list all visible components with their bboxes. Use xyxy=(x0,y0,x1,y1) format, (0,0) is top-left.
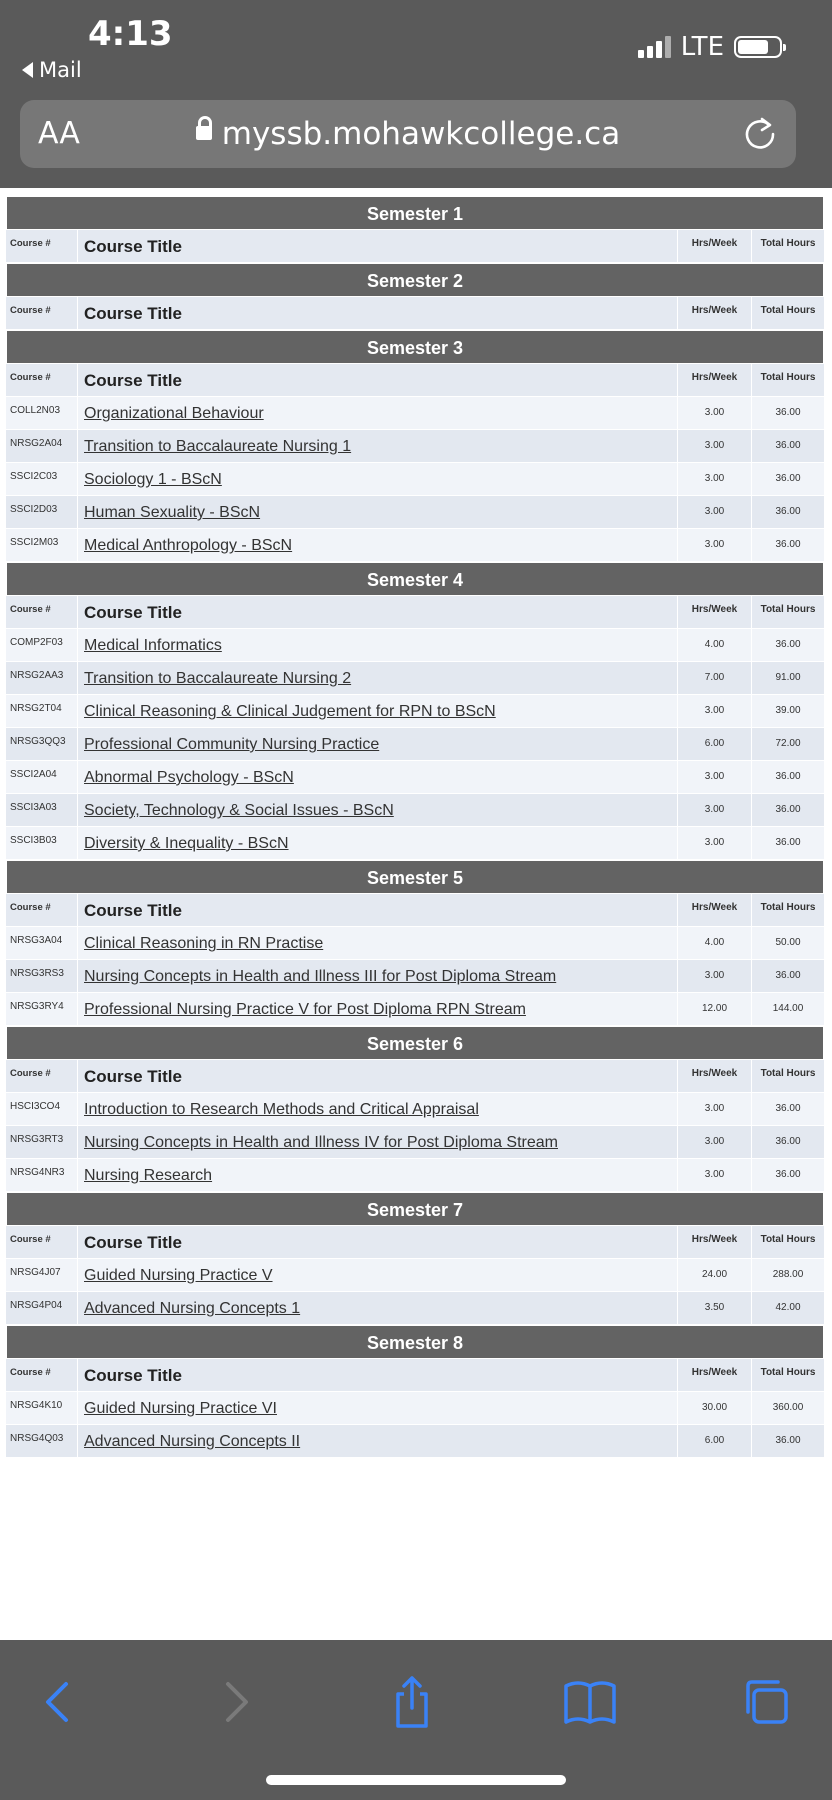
reload-icon[interactable] xyxy=(740,114,780,154)
bookmarks-icon[interactable] xyxy=(560,1672,620,1732)
course-title-cell xyxy=(78,827,678,859)
course-number: COLL2N03 xyxy=(6,397,78,429)
course-number: COMP2F03 xyxy=(6,629,78,661)
column-header-course-number: Course # xyxy=(6,1060,78,1092)
total-hours: 72.00 xyxy=(775,738,801,749)
course-title-link[interactable]: Abnormal Psychology - BScN xyxy=(84,769,294,786)
course-title-cell xyxy=(78,662,678,694)
hours-per-week: 7.00 xyxy=(678,662,752,694)
hours-per-week: 3.00 xyxy=(678,827,752,859)
hours-per-week: 6.00 xyxy=(678,1425,752,1457)
course-title-link[interactable]: Organizational Behaviour xyxy=(84,405,264,422)
course-row xyxy=(6,662,824,695)
course-title-cell xyxy=(78,1425,678,1457)
course-title-cell xyxy=(78,529,678,561)
course-title-cell xyxy=(78,1392,678,1424)
column-header-row xyxy=(6,894,824,927)
back-icon[interactable] xyxy=(28,1672,88,1732)
text-size-label: AA xyxy=(38,116,80,151)
hours-per-week: 3.00 xyxy=(678,1093,752,1125)
hours-per-week: 3.00 xyxy=(678,695,752,727)
column-header-total-hours: Total Hours xyxy=(760,238,816,249)
total-hours: 36.00 xyxy=(775,506,801,517)
total-hours: 360.00 xyxy=(772,1402,804,1413)
column-header-course-title: Course Title xyxy=(78,596,678,628)
course-row xyxy=(6,1425,824,1458)
status-time: 4:13 xyxy=(88,14,173,54)
hours-per-week: 3.00 xyxy=(678,1159,752,1191)
semester-header: Semester 1 xyxy=(6,196,824,230)
course-row xyxy=(6,1392,824,1425)
course-number: NRSG4NR3 xyxy=(6,1159,78,1191)
column-header-hours-per-week: Hrs/Week xyxy=(678,364,752,396)
course-row xyxy=(6,397,824,430)
signal-icon xyxy=(638,36,671,58)
course-table xyxy=(6,196,824,1458)
course-title-cell xyxy=(78,629,678,661)
course-title-link[interactable]: Professional Nursing Practice V for Post Diploma RPN Stream xyxy=(84,1001,526,1018)
total-hours: 36.00 xyxy=(775,440,801,451)
course-row xyxy=(6,496,824,529)
total-hours: 36.00 xyxy=(775,804,801,815)
column-header-row xyxy=(6,297,824,330)
course-number: NRSG3QQ3 xyxy=(6,728,78,760)
column-header-total-hours: Total Hours xyxy=(760,1234,816,1245)
course-title-cell xyxy=(78,960,678,992)
total-hours: 36.00 xyxy=(775,1103,801,1114)
total-hours: 36.00 xyxy=(775,837,801,848)
course-title-link[interactable]: Nursing Concepts in Health and Illness IV for Post Diploma Stream xyxy=(84,1134,558,1151)
hours-per-week: 3.00 xyxy=(678,430,752,462)
back-to-mail-label: Mail xyxy=(39,58,82,82)
browser-toolbar xyxy=(0,1640,832,1800)
course-number: SSCI2A04 xyxy=(6,761,78,793)
column-header-hours-per-week: Hrs/Week xyxy=(678,1060,752,1092)
column-header-course-number: Course # xyxy=(6,1359,78,1391)
column-header-total-hours: Total Hours xyxy=(760,1367,816,1378)
column-header-course-title: Course Title xyxy=(78,230,678,262)
home-indicator xyxy=(266,1775,566,1785)
total-hours: 50.00 xyxy=(775,937,801,948)
course-number: HSCI3CO4 xyxy=(6,1093,78,1125)
share-icon[interactable] xyxy=(382,1672,442,1732)
semester-header: Semester 2 xyxy=(6,263,824,297)
url-display[interactable] xyxy=(20,116,796,152)
column-header-row xyxy=(6,1060,824,1093)
column-header-total-hours: Total Hours xyxy=(760,305,816,316)
total-hours: 36.00 xyxy=(775,1435,801,1446)
column-header-course-number: Course # xyxy=(6,230,78,262)
course-row xyxy=(6,1159,824,1192)
url-text: myssb.mohawkcollege.ca xyxy=(221,116,621,152)
total-hours: 36.00 xyxy=(775,407,801,418)
hours-per-week: 24.00 xyxy=(678,1259,752,1291)
course-row xyxy=(6,629,824,662)
column-header-hours-per-week: Hrs/Week xyxy=(678,1226,752,1258)
hours-per-week: 4.00 xyxy=(678,629,752,661)
lock-icon xyxy=(196,126,212,140)
total-hours: 288.00 xyxy=(772,1269,804,1280)
course-row xyxy=(6,993,824,1026)
course-number: NRSG3RS3 xyxy=(6,960,78,992)
course-title-link[interactable]: Medical Anthropology - BScN xyxy=(84,537,293,554)
course-title-link[interactable]: Transition to Baccalaureate Nursing 1 xyxy=(84,438,352,455)
total-hours: 36.00 xyxy=(775,771,801,782)
course-title-link[interactable]: Clinical Reasoning & Clinical Judgement for RPN to BScN xyxy=(84,703,496,720)
course-title-link[interactable]: Sociology 1 - BScN xyxy=(84,471,222,488)
total-hours: 36.00 xyxy=(775,970,801,981)
course-row xyxy=(6,1259,824,1292)
column-header-total-hours: Total Hours xyxy=(760,902,816,913)
hours-per-week: 30.00 xyxy=(678,1392,752,1424)
total-hours: 36.00 xyxy=(775,1136,801,1147)
course-number: SSCI3B03 xyxy=(6,827,78,859)
hours-per-week: 6.00 xyxy=(678,728,752,760)
course-title-cell xyxy=(78,1126,678,1158)
course-title-link[interactable]: Nursing Concepts in Health and Illness III for Post Diploma Stream xyxy=(84,968,557,985)
total-hours: 39.00 xyxy=(775,705,801,716)
address-bar[interactable] xyxy=(20,100,796,168)
course-number: NRSG2T04 xyxy=(6,695,78,727)
course-row xyxy=(6,1292,824,1325)
hours-per-week: 3.00 xyxy=(678,1126,752,1158)
column-header-hours-per-week: Hrs/Week xyxy=(678,894,752,926)
course-title-link[interactable]: Advanced Nursing Concepts II xyxy=(84,1433,301,1450)
course-row xyxy=(6,960,824,993)
hours-per-week: 3.50 xyxy=(678,1292,752,1324)
course-number: NRSG4P04 xyxy=(6,1292,78,1324)
column-header-hours-per-week: Hrs/Week xyxy=(678,230,752,262)
course-row xyxy=(6,1093,824,1126)
hours-per-week: 3.00 xyxy=(678,397,752,429)
course-number: SSCI2D03 xyxy=(6,496,78,528)
forward-icon[interactable] xyxy=(206,1672,266,1732)
course-row xyxy=(6,1126,824,1159)
course-title-cell xyxy=(78,1292,678,1324)
column-header-course-title: Course Title xyxy=(78,297,678,329)
column-header-hours-per-week: Hrs/Week xyxy=(678,1359,752,1391)
back-to-mail-link[interactable] xyxy=(22,58,82,82)
hours-per-week: 3.00 xyxy=(678,463,752,495)
course-title-link[interactable]: Nursing Research xyxy=(84,1167,213,1184)
course-number: NRSG3RY4 xyxy=(6,993,78,1025)
course-title-cell xyxy=(78,1093,678,1125)
column-header-total-hours: Total Hours xyxy=(760,1068,816,1079)
column-header-course-title: Course Title xyxy=(78,364,678,396)
hours-per-week: 3.00 xyxy=(678,496,752,528)
course-number: SSCI3A03 xyxy=(6,794,78,826)
back-triangle-icon xyxy=(22,62,33,78)
course-title-link[interactable]: Guided Nursing Practice V xyxy=(84,1267,273,1284)
column-header-course-number: Course # xyxy=(6,596,78,628)
column-header-course-title: Course Title xyxy=(78,1226,678,1258)
total-hours: 36.00 xyxy=(775,1169,801,1180)
column-header-course-title: Course Title xyxy=(78,1359,678,1391)
course-number: NRSG3A04 xyxy=(6,927,78,959)
semester-header: Semester 3 xyxy=(6,330,824,364)
column-header-course-number: Course # xyxy=(6,297,78,329)
semester-header: Semester 5 xyxy=(6,860,824,894)
course-title-cell xyxy=(78,695,678,727)
total-hours: 36.00 xyxy=(775,639,801,650)
column-header-course-number: Course # xyxy=(6,364,78,396)
course-number: NRSG2A04 xyxy=(6,430,78,462)
course-title-cell xyxy=(78,496,678,528)
column-header-row xyxy=(6,1226,824,1259)
network-label: LTE xyxy=(680,32,724,62)
course-number: SSCI2C03 xyxy=(6,463,78,495)
status-indicators xyxy=(638,32,782,62)
course-title-cell xyxy=(78,794,678,826)
total-hours: 36.00 xyxy=(775,539,801,550)
hours-per-week: 3.00 xyxy=(678,794,752,826)
course-row xyxy=(6,927,824,960)
hours-per-week: 3.00 xyxy=(678,960,752,992)
course-number: NRSG4K10 xyxy=(6,1392,78,1424)
column-header-total-hours: Total Hours xyxy=(760,372,816,383)
course-title-cell xyxy=(78,430,678,462)
course-row xyxy=(6,695,824,728)
tabs-icon[interactable] xyxy=(738,1672,798,1732)
course-title-cell xyxy=(78,993,678,1025)
total-hours: 36.00 xyxy=(775,473,801,484)
hours-per-week: 4.00 xyxy=(678,927,752,959)
course-title-cell xyxy=(78,397,678,429)
course-row xyxy=(6,463,824,496)
course-title-link[interactable]: Human Sexuality - BScN xyxy=(84,504,261,521)
column-header-course-title: Course Title xyxy=(78,1060,678,1092)
total-hours: 42.00 xyxy=(775,1302,801,1313)
course-title-cell xyxy=(78,761,678,793)
course-row xyxy=(6,529,824,562)
course-title-cell xyxy=(78,1259,678,1291)
course-title-link[interactable]: Society, Technology & Social Issues - BScN xyxy=(84,802,394,819)
course-number: NRSG4Q03 xyxy=(6,1425,78,1457)
course-title-link[interactable]: Introduction to Research Methods and Critical Appraisal xyxy=(84,1101,479,1118)
course-title-link[interactable]: Professional Community Nursing Practice xyxy=(84,736,380,753)
course-title-link[interactable]: Advanced Nursing Concepts 1 xyxy=(84,1300,301,1317)
semester-header: Semester 7 xyxy=(6,1192,824,1226)
course-title-cell xyxy=(78,463,678,495)
course-row xyxy=(6,761,824,794)
course-title-cell xyxy=(78,927,678,959)
column-header-course-number: Course # xyxy=(6,894,78,926)
course-title-link[interactable]: Diversity & Inequality - BScN xyxy=(84,835,289,852)
total-hours: 144.00 xyxy=(772,1003,804,1014)
course-row xyxy=(6,430,824,463)
column-header-hours-per-week: Hrs/Week xyxy=(678,297,752,329)
column-header-course-number: Course # xyxy=(6,1226,78,1258)
hours-per-week: 12.00 xyxy=(678,993,752,1025)
course-title-link[interactable]: Clinical Reasoning in RN Practise xyxy=(84,935,324,952)
course-title-link[interactable]: Transition to Baccalaureate Nursing 2 xyxy=(84,670,352,687)
course-title-link[interactable]: Guided Nursing Practice VI xyxy=(84,1400,277,1417)
semester-header: Semester 6 xyxy=(6,1026,824,1060)
course-title-cell xyxy=(78,1159,678,1191)
total-hours: 91.00 xyxy=(775,672,801,683)
column-header-row xyxy=(6,230,824,263)
battery-icon xyxy=(734,36,782,58)
course-title-cell xyxy=(78,728,678,760)
column-header-row xyxy=(6,1359,824,1392)
course-number: NRSG3RT3 xyxy=(6,1126,78,1158)
column-header-course-title: Course Title xyxy=(78,894,678,926)
browser-chrome xyxy=(0,0,832,188)
hours-per-week: 3.00 xyxy=(678,761,752,793)
semester-header: Semester 8 xyxy=(6,1325,824,1359)
course-row xyxy=(6,794,824,827)
course-number: SSCI2M03 xyxy=(6,529,78,561)
course-row xyxy=(6,728,824,761)
course-number: NRSG2AA3 xyxy=(6,662,78,694)
column-header-hours-per-week: Hrs/Week xyxy=(678,596,752,628)
course-title-link[interactable]: Medical Informatics xyxy=(84,637,222,654)
column-header-row xyxy=(6,364,824,397)
semester-header: Semester 4 xyxy=(6,562,824,596)
column-header-total-hours: Total Hours xyxy=(760,604,816,615)
course-row xyxy=(6,827,824,860)
hours-per-week: 3.00 xyxy=(678,529,752,561)
course-number: NRSG4J07 xyxy=(6,1259,78,1291)
column-header-row xyxy=(6,596,824,629)
